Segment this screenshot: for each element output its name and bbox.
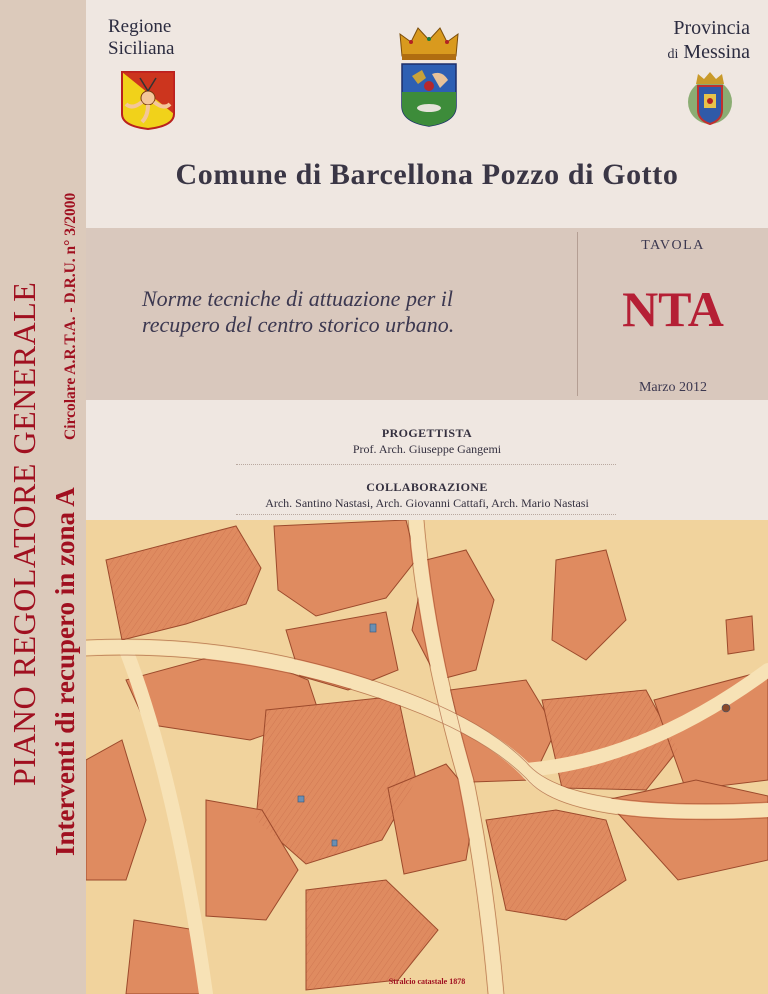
region-line-1: Regione [108, 16, 172, 37]
map-caption: Stralcio catastale 1878 [388, 977, 466, 986]
collaboration-names: Arch. Santino Nastasi, Arch. Giovanni Cattafi, Arch. Mario Nastasi [265, 496, 589, 510]
region-name [108, 16, 174, 60]
side-main-title: PIANO REGOLATORE GENERALE [6, 281, 42, 786]
side-title-band [0, 0, 86, 994]
collaboration-role: COLLABORAZIONE [366, 480, 488, 494]
divider-rule [236, 514, 616, 515]
header [86, 0, 768, 228]
province-name [667, 16, 750, 67]
side-circular-ref: Circolare A.R.T.A. - D.R.U. n° 3/2000 [62, 192, 79, 440]
comune-title: Comune di Barcellona Pozzo di Gotto [175, 158, 679, 191]
side-subtitle: Interventi di recupero in zona A [50, 487, 80, 856]
designer-name: Prof. Arch. Giuseppe Gangemi [352, 442, 502, 456]
credits-section [86, 400, 768, 520]
cadastral-map-drawing [86, 520, 768, 994]
collaboration-block [86, 480, 768, 511]
subject-line-1: Norme tecniche di attuazione per il [142, 286, 453, 311]
province-di: di [667, 47, 679, 62]
tavola-code: NTA [622, 281, 724, 337]
designer-role: PROGETTISTA [381, 426, 473, 440]
document-info-panel [86, 228, 768, 400]
region-line-2: Siciliana [108, 38, 175, 59]
city-emblem-icon [686, 70, 734, 130]
province-line-2 [667, 40, 750, 67]
cadastral-map-image [86, 520, 768, 994]
sicily-emblem-icon [120, 70, 176, 130]
subject-line-2: recupero del centro storico urbano. [142, 312, 455, 337]
designer-block [86, 426, 768, 457]
province-city: Messina [683, 41, 750, 63]
province-line-1: Provincia [673, 17, 750, 39]
divider-rule [236, 464, 616, 465]
document-subject [142, 286, 562, 338]
province-emblem-icon [396, 22, 462, 128]
tavola-label: TAVOLA [641, 238, 705, 253]
document-date: Marzo 2012 [638, 380, 708, 395]
